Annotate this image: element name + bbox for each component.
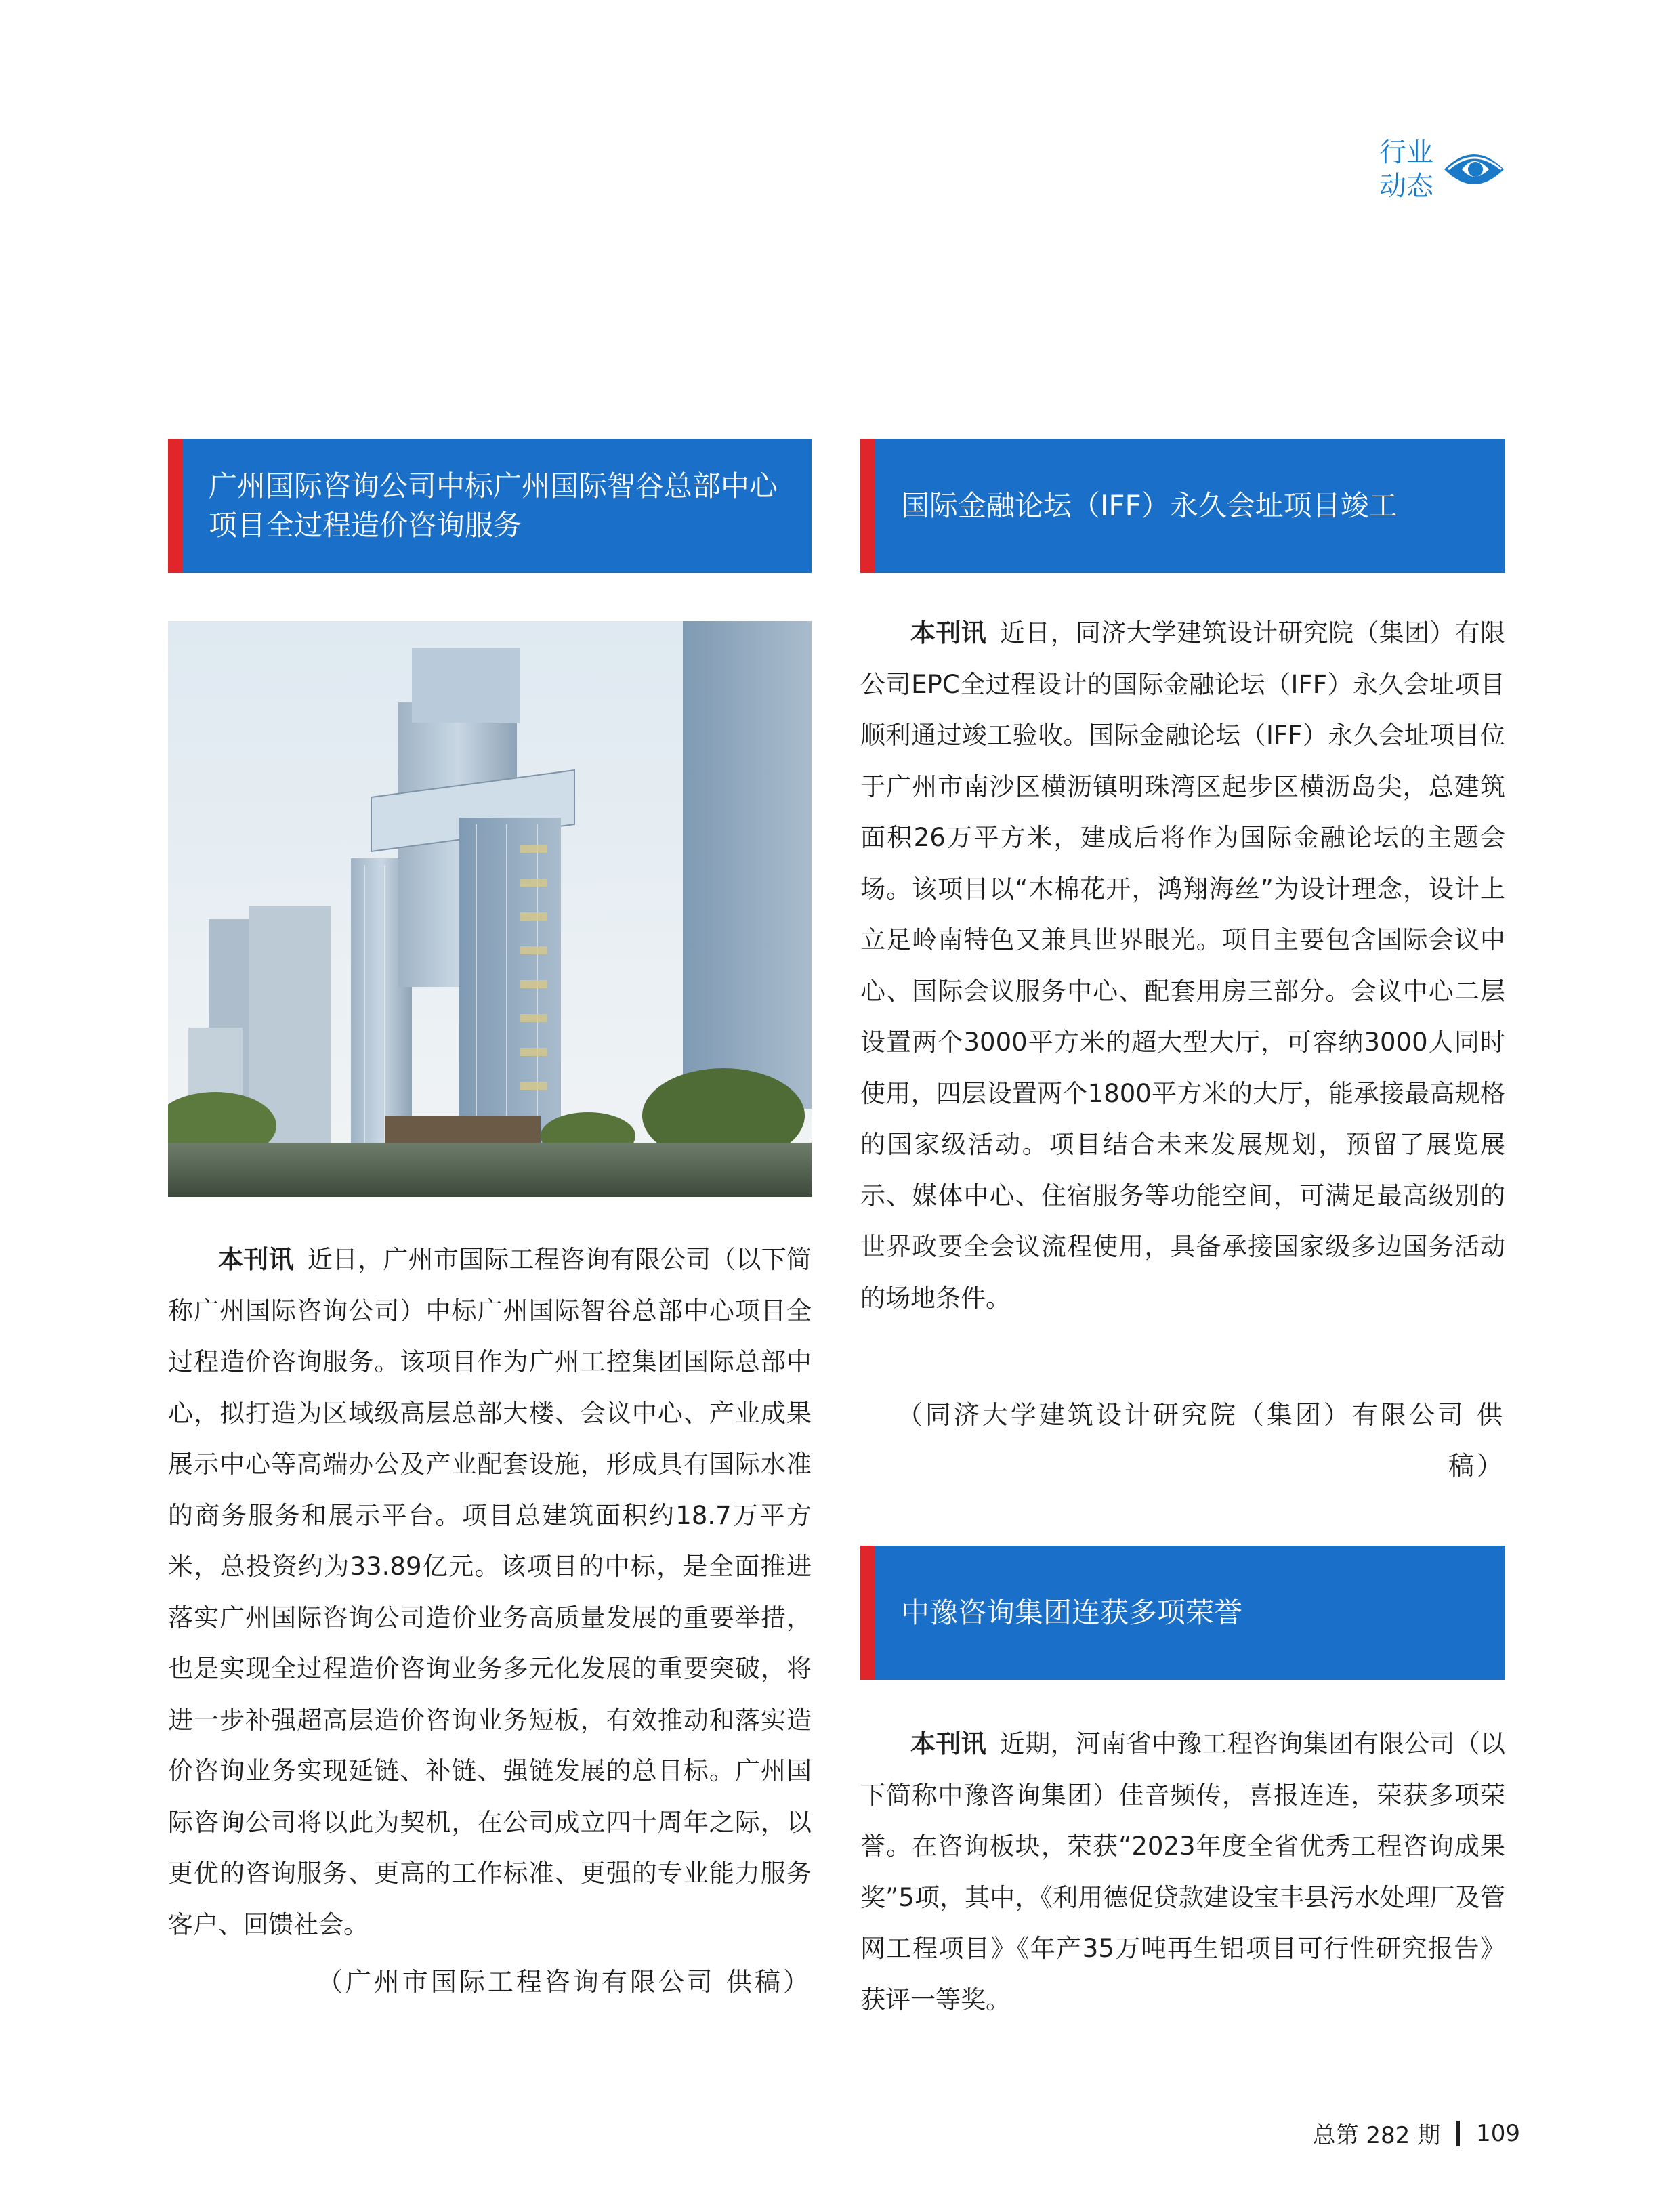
- building-illustration: [168, 621, 812, 1197]
- article-header-1: [168, 439, 812, 573]
- article-text-1: 近日，广州市国际工程咨询有限公司（以下简称广州国际咨询公司）中标广州国际智谷总部中心项目全过程造价咨询服务。该项目作为广州工控集团国际总部中心，拟打造为区域级高层总部大楼、会议中心、产业成果展示中心等高端办公及产业配套设施，形成具有国际水准的商务服务和展示平台。项目总建筑面积约18.7万平方米，总投资约为33.89亿元。该项目的中标，是全面推进落实广州国际咨询公司造价业务高质量发展的重要举措，也是实现全过程造价咨询业务多元化发展的重要突破，将进一步补强超高层造价咨询业务短板，有效推动和落实造价咨询业务实现延链、补链、强链发展的总目标。广州国际咨询公司将以此为契机，在公司成立四十周年之际，以更优的咨询服务、更高的工作标准、更强的专业能力服务客户、回馈社会。: [168, 1245, 812, 1939]
- page-footer: [1313, 2117, 1520, 2150]
- article-title-2: 国际金融论坛（IFF）永久会址项目竣工: [901, 489, 1398, 522]
- article-body-2: [860, 608, 1505, 1324]
- footer-divider: [1456, 2121, 1460, 2146]
- article-title-3: 中豫咨询集团连获多项荣誉: [901, 1596, 1243, 1629]
- header-accent-bar: [860, 439, 875, 573]
- article-text-3: 近期，河南省中豫工程咨询集团有限公司（以下简称中豫咨询集团）佳音频传，喜报连连，荣获多项荣誉。在咨询板块，荣获“2023年度全省优秀工程咨询成果奖”5项，其中，《利用德促贷款建设宝丰县污水处理厂及管网工程项目》《年产35万吨再生铝项目可行性研究报告》获评一等奖。: [860, 1729, 1506, 2014]
- section-tag-line1: 行业: [1379, 137, 1433, 168]
- article-credit-2: （同济大学建筑设计研究院（集团）有限公司 供稿）: [896, 1400, 1505, 1481]
- header-accent-bar: [168, 439, 183, 573]
- article-lead-3: 本刊讯: [910, 1729, 986, 1758]
- article-body-1: [168, 1234, 812, 1950]
- section-tag-label: [1379, 135, 1433, 203]
- building-photo: [168, 621, 812, 1197]
- article-header-2: [860, 439, 1505, 573]
- article-text-2: 近日，同济大学建筑设计研究院（集团）有限公司EPC全过程设计的国际金融论坛（IFF）永久会址项目顺利通过竣工验收。国际金融论坛（IFF）永久会址项目位于广州市南沙区横沥镇明珠湾区起步区横沥岛尖，总建筑面积26万平方米，建成后将作为国际金融论坛的主题会场。该项目以“木棉花开，鸿翔海丝”为设计理念，设计上立足岭南特色又兼具世界眼光。项目主要包含国际会议中心、国际会议服务中心、配套用房三部分。会议中心二层设置两个3000平方米的超大型大厅，可容纳3000人同时使用，四层设置两个1800平方米的大厅，能承接最高规格的国家级活动。项目结合未来发展规划，预留了展览展示、媒体中心、住宿服务等功能空间，可满足最高级别的世界政要全会议流程使用，具备承接国家级多边国务活动的场地条件。: [860, 618, 1506, 1313]
- article-title-1: 广州国际咨询公司中标广州国际智谷总部中心项目全过程造价咨询服务: [209, 469, 778, 542]
- section-tag-line2: 动态: [1379, 171, 1433, 202]
- article-lead-1: 本刊讯: [218, 1245, 294, 1274]
- article-body-3: [860, 1718, 1505, 2025]
- section-tag: [1236, 135, 1507, 210]
- header-accent-bar: [860, 1546, 875, 1680]
- article-header-3: [860, 1546, 1505, 1680]
- eye-icon: [1442, 144, 1507, 195]
- issue-number: 总第 282 期: [1312, 2122, 1441, 2149]
- article-lead-2: 本刊讯: [910, 618, 986, 648]
- page-number: 109: [1476, 2119, 1520, 2147]
- article-credit-1: （广州市国际工程咨询有限公司 供稿）: [316, 1967, 812, 1997]
